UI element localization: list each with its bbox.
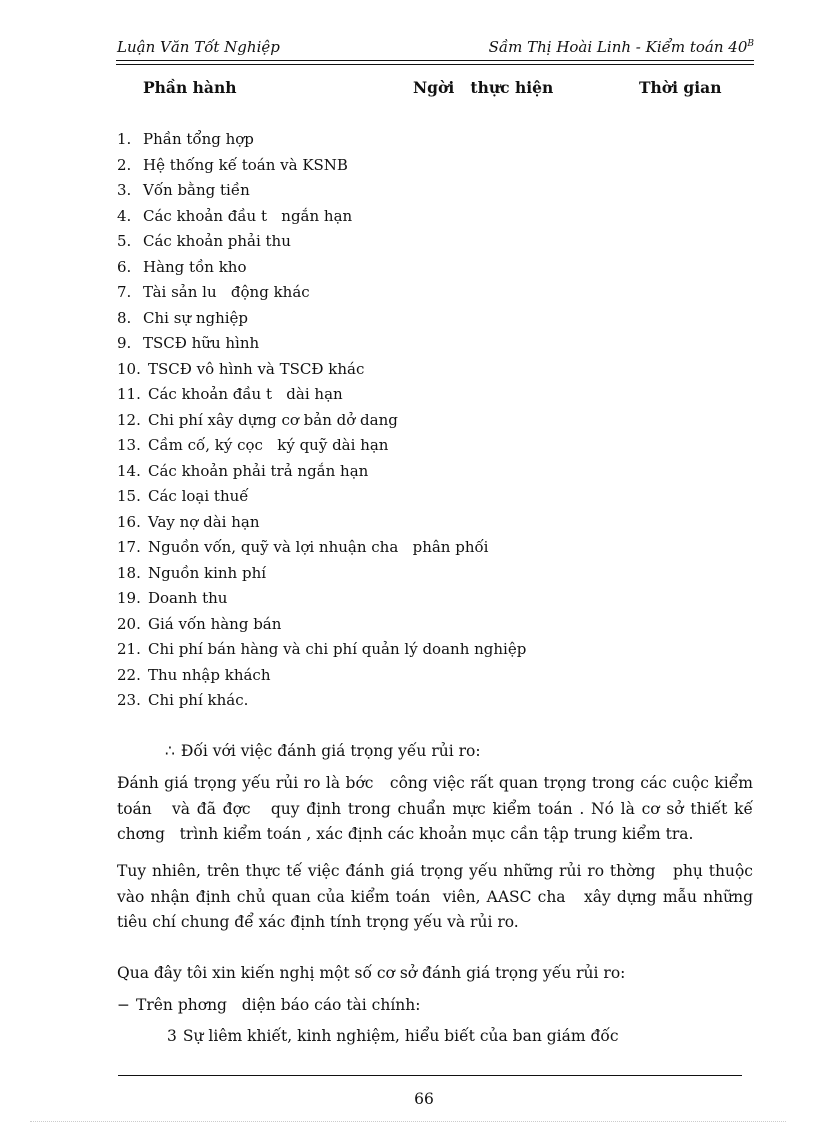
header-right-author [489, 38, 754, 56]
header-author-sup: B [747, 39, 754, 49]
column-header-part: Phần hành [143, 78, 237, 97]
list-item-number: 13. [117, 436, 141, 454]
list-item [117, 535, 526, 561]
header-author-text: Sầm Thị Hoài Linh - Kiểm toán 40 [488, 38, 748, 56]
list-item-text: Chi phí xây dựng cơ bản dở dang [148, 410, 398, 429]
therefore-symbol: ∴ [165, 742, 175, 760]
list-item-number: 11. [117, 385, 141, 403]
list-item-text: TSCĐ vô hình và TSCĐ khác [148, 359, 365, 378]
footer-rule [118, 1075, 742, 1076]
list-item-number: 22. [117, 665, 141, 684]
list-item-number: 19. [117, 589, 141, 607]
list-item-number: 7. [117, 283, 132, 301]
list-item [117, 280, 526, 306]
section-heading-text: Đối với việc đánh giá trọng yếu rủi ro: [180, 742, 481, 760]
list-item-number: 12. [117, 410, 141, 429]
list-item [117, 178, 526, 204]
list-item [117, 459, 526, 485]
list-item-text: Phần tổng hợp [143, 130, 254, 148]
header-left-title: Luận Văn Tốt Nghiệp [117, 38, 280, 56]
section-heading [165, 742, 481, 760]
list-item-number: 14. [117, 461, 141, 480]
list-item [117, 382, 526, 408]
list-item-number: 2. [117, 155, 132, 174]
list-item [117, 204, 526, 230]
list-item-text: Các khoản đầu t ngắn hạn [143, 206, 353, 225]
list-item [117, 331, 526, 357]
list-item-number: 23. [117, 691, 141, 709]
list-item-number: 1. [117, 130, 132, 148]
list-item-text: Cầm cố, ký cọc ký quỹ dài hạn [148, 436, 389, 454]
list-item-number: 18. [117, 563, 141, 582]
list-item-number: 20. [117, 614, 141, 633]
list-item-number: 4. [117, 206, 132, 225]
list-item [117, 586, 526, 612]
list-item-number: 8. [117, 308, 132, 327]
page-number: 66 [414, 1090, 434, 1108]
list-item [117, 637, 526, 663]
list-item [117, 229, 526, 255]
bullet-item-text: Trên phơng diện báo cáo tài chính: [136, 996, 421, 1014]
list-item-text: Chi sự nghiệp [143, 308, 249, 327]
list-item-number: 17. [117, 538, 141, 556]
list-item [117, 561, 526, 587]
sub-bullet-item [167, 1027, 619, 1045]
list-item-text: Các khoản đầu t dài hạn [148, 385, 343, 403]
header-rule-thick [116, 60, 754, 61]
list-item [117, 306, 526, 332]
list-item [117, 510, 526, 536]
list-item-number: 16. [117, 512, 141, 531]
list-item [117, 484, 526, 510]
list-item-number: 10. [117, 359, 141, 378]
sub-bullet-item-text: Sự liêm khiết, kinh nghiệm, hiểu biết của ban giám đốc [182, 1027, 619, 1045]
page-edge-dots [30, 1121, 786, 1122]
list-item-text: Chi phí khác. [148, 691, 249, 709]
bullet-item [117, 993, 753, 1019]
list-item-number: 21. [117, 640, 141, 658]
column-header-time: Thời gian [639, 78, 722, 97]
list-item-text: Nguồn kinh phí [148, 563, 267, 582]
list-item-text: Các khoản phải trả ngắn hạn [148, 461, 369, 480]
list-item-text: Các loại thuế [148, 487, 249, 505]
audit-parts-list [117, 127, 526, 714]
list-item [117, 255, 526, 281]
header-rule-thin [116, 64, 754, 65]
list-item [117, 408, 526, 434]
list-item-text: Doanh thu [148, 589, 228, 607]
list-item-number: 3. [117, 181, 132, 199]
paragraph-2: Tuy nhiên, trên thực tế việc đánh giá trọng yếu những rủi ro thờng phụ thuộc vào nhận định chủ quan của kiểm toán viên, AASC cha xây dựng mẫu những tiêu chí chung để xác định tính trọng yếu và rủi ro. [117, 862, 758, 931]
list-item-text: Thu nhập khách [148, 665, 271, 684]
list-item [117, 153, 526, 179]
list-item [117, 663, 526, 689]
list-item-text: Chi phí bán hàng và chi phí quản lý doanh nghiệp [148, 640, 527, 658]
paragraph-3: Qua đây tôi xin kiến nghị một số cơ sở đánh giá trọng yếu rủi ro: [117, 964, 626, 982]
list-item [117, 433, 526, 459]
list-item-text: Vay nợ dài hạn [148, 512, 260, 531]
list-item-number: 15. [117, 487, 141, 505]
list-item [117, 127, 526, 153]
list-item-text: Hệ thống kế toán và KSNB [143, 155, 348, 174]
list-item-number: 6. [117, 257, 132, 276]
list-item [117, 357, 526, 383]
list-item [117, 612, 526, 638]
column-header-performer: Ngời thực hiện [413, 78, 554, 97]
list-item-text: Giá vốn hàng bán [148, 614, 282, 633]
list-item-text: Các khoản phải thu [143, 232, 291, 250]
list-item-text: TSCĐ hữu hình [143, 334, 260, 352]
list-item [117, 688, 526, 714]
dash-symbol: − [117, 996, 130, 1014]
list-item-number: 9. [117, 334, 132, 352]
list-item-number: 5. [117, 232, 132, 250]
paragraph-1: Đánh giá trọng yếu rủi ro là bớc công việc rất quan trọng trong các cuộc kiểm toán và đã đợc quy định trong chuẩn mực kiểm toán . Nó là cơ sở thiết kế chơng trình kiểm toán , xác định các khoản mục cần tập trung kiểm tra. [117, 774, 758, 843]
check-symbol: 3 [167, 1027, 177, 1045]
list-item-text: Hàng tồn kho [143, 257, 247, 276]
list-item-text: Tài sản lu động khác [143, 283, 310, 301]
list-item-text: Vốn bằng tiền [143, 181, 250, 199]
list-item-text: Nguồn vốn, quỹ và lợi nhuận cha phân phối [148, 538, 489, 556]
